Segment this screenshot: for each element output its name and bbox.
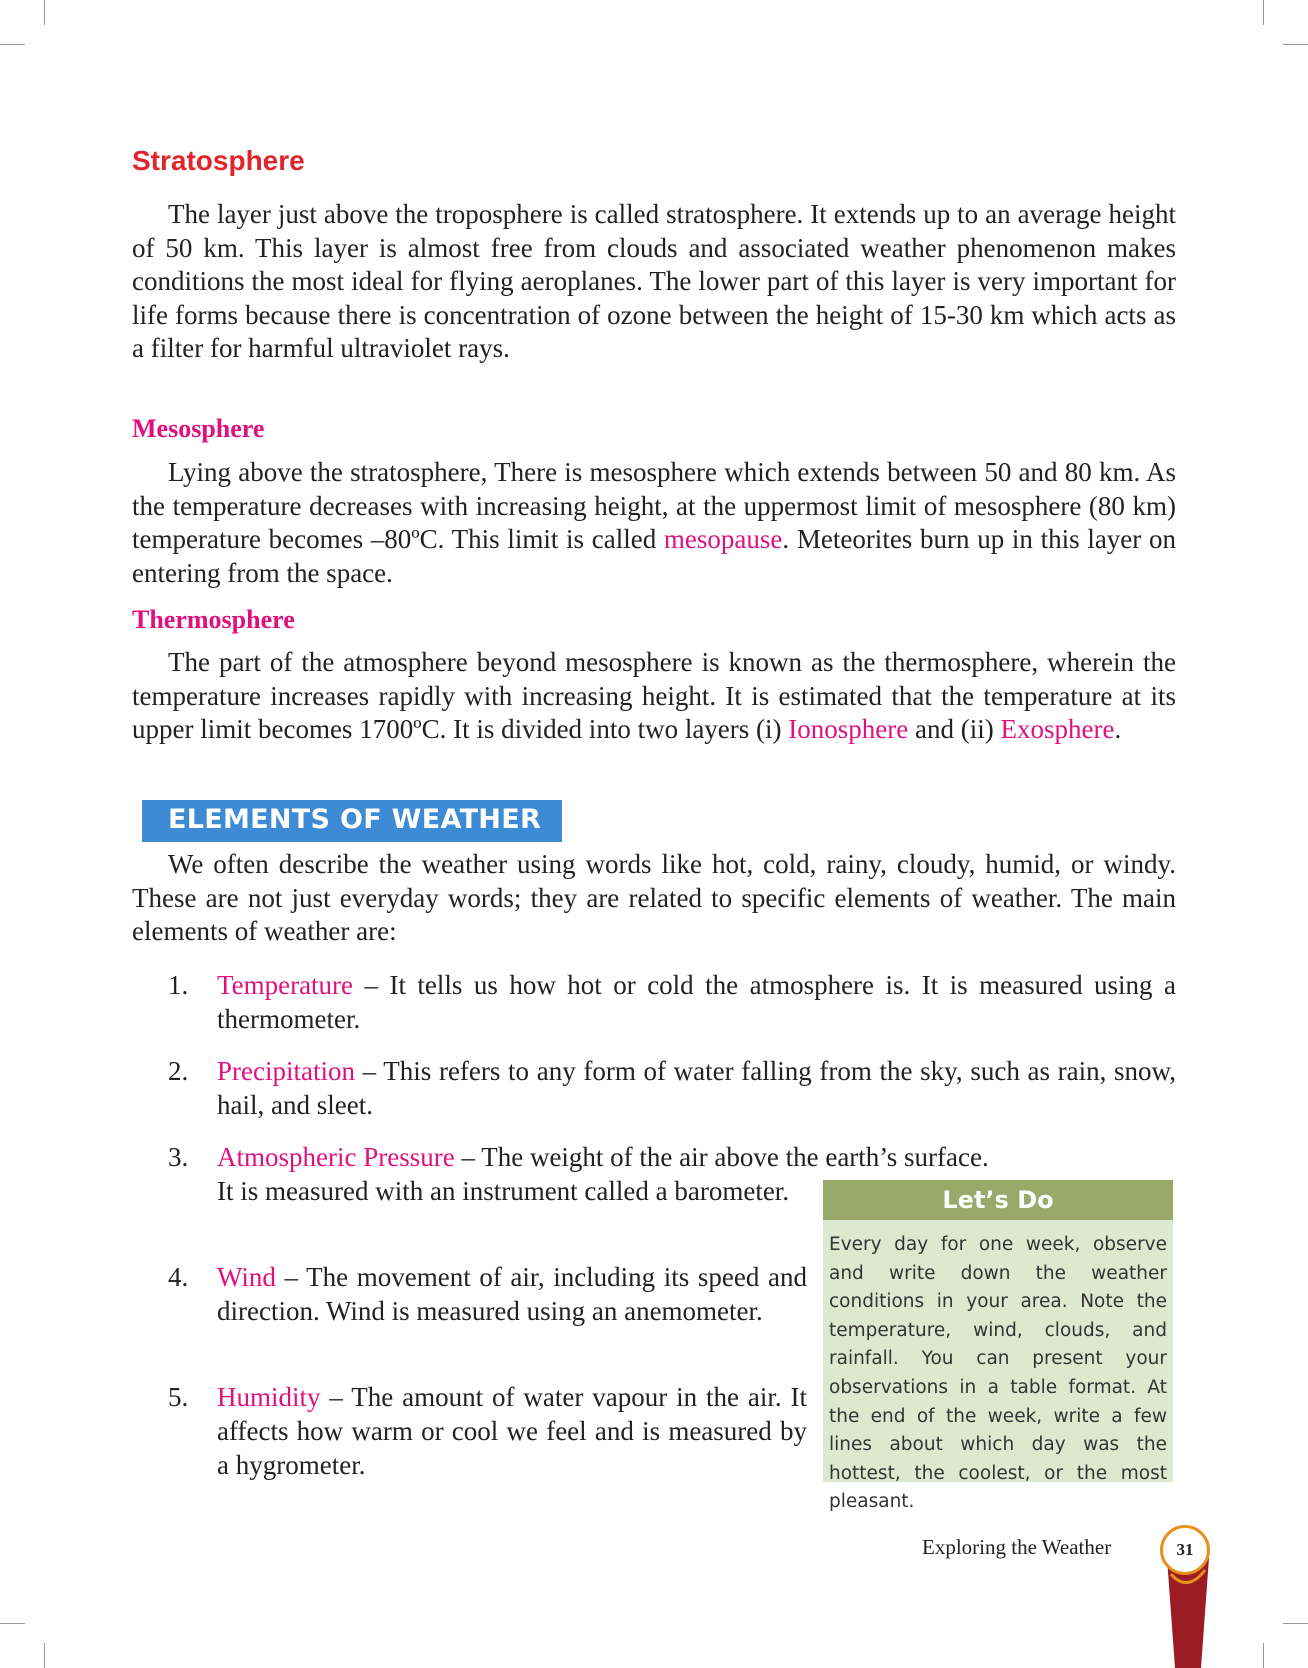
list-item-text — [217, 1140, 1176, 1174]
list-item — [168, 1054, 1176, 1124]
list-number: 5. — [168, 1382, 189, 1412]
list-number: 2. — [168, 1056, 189, 1086]
list-number: 3. — [168, 1142, 189, 1172]
crop-mark — [1283, 1623, 1308, 1624]
temperature-term: Temperature — [217, 970, 354, 1000]
elements-banner-title: ELEMENTS OF WEATHER — [168, 804, 542, 835]
chapter-title: Exploring the Weather — [922, 1535, 1112, 1559]
ionosphere-term: Ionosphere — [788, 714, 909, 745]
pressure-desc: – The weight of the air above the earth’s surface. — [454, 1142, 989, 1172]
mesosphere-text-b: . Meteorites burn up in this layer on entering from the space. — [132, 524, 1176, 588]
mesosphere-heading: Mesosphere — [132, 414, 265, 443]
list-item-text-continued: It is measured with an instrument called a barometer. — [217, 1176, 790, 1206]
crop-mark — [0, 1623, 25, 1624]
thermosphere-text-a: The part of the atmosphere beyond mesosphere is known as the thermosphere, wherein the temperature increases rapidly with increasing height. It is estimated that the temperature at its upper limit becomes 1700ºC. It is divided into two layers (i) — [132, 647, 1176, 745]
exosphere-term: Exosphere — [1000, 714, 1115, 745]
thermosphere-paragraph — [132, 646, 1176, 747]
page-number: 31 — [1160, 1525, 1210, 1575]
mesosphere-paragraph — [132, 456, 1176, 590]
thermosphere-text-b: . — [1114, 714, 1122, 745]
precipitation-desc: – This refers to any form of water falling from the sky, such as rain, snow, hail, and sleet. — [217, 1056, 1176, 1120]
crop-mark — [1263, 0, 1264, 25]
precipitation-term: Precipitation — [217, 1056, 355, 1086]
list-item — [168, 1260, 808, 1370]
list-item-text — [217, 968, 1176, 1036]
crop-mark — [1263, 1643, 1264, 1668]
list-number: 4. — [168, 1262, 189, 1292]
elements-intro: We often describe the weather using words like hot, cold, rainy, cloudy, humid, or windy. These are not just everyday words; they are related to specific elements of weather. The main elements of weather are: — [132, 849, 1176, 947]
crop-mark — [44, 1643, 45, 1668]
crop-mark — [1283, 44, 1308, 45]
lets-do-title: Let’s Do — [942, 1186, 1054, 1214]
elements-banner — [142, 800, 562, 842]
stratosphere-paragraph: The layer just above the troposphere is called stratosphere. It extends up to an average height of 50 km. This layer is almost free from clouds and associated weather phenomenon makes conditions the most ideal for flying aeroplanes. The lower part of this layer is very important for life forms because there is concentration of ozone between the height of 15-30 km which acts as a filter for harmful ultraviolet rays. — [132, 199, 1176, 364]
list-item — [168, 1380, 808, 1490]
list-number: 1. — [168, 970, 189, 1000]
wind-term: Wind — [217, 1262, 276, 1292]
thermosphere-heading: Thermosphere — [132, 605, 295, 634]
crop-mark — [44, 0, 45, 25]
list-item-text — [217, 1380, 807, 1482]
list-item — [168, 968, 1176, 1038]
humidity-term: Humidity — [217, 1382, 321, 1412]
pressure-term: Atmospheric Pressure — [217, 1142, 455, 1172]
temperature-desc: – It tells us how hot or cold the atmosphere is. It is measured using a thermometer. — [217, 970, 1176, 1034]
stratosphere-heading: Stratosphere — [132, 145, 305, 176]
mesopause-term: mesopause — [663, 524, 783, 555]
wind-desc: – The movement of air, including its speed and direction. Wind is measured using an anemometer. — [217, 1262, 807, 1326]
lets-do-header — [823, 1180, 1173, 1220]
list-item-text — [217, 1260, 807, 1328]
lets-do-box — [823, 1180, 1173, 1513]
list-item-text — [217, 1054, 1176, 1122]
lets-do-text: Every day for one week, observe and write down the weather conditions in your area. Note the temperature, wind, clouds, and rainfall. You can present your observations in a table format. At the end of the week, write a few lines about which day was the hottest, the coolest, or the most pleasant. — [829, 1234, 1167, 1513]
mesosphere-text-a: Lying above the stratosphere, There is mesosphere which extends between 50 and 80 km. As the temperature decreases with increasing height, at the uppermost limit of mesosphere (80 km) temperature becomes –80ºC. This limit is called — [132, 457, 1176, 555]
humidity-desc: – The amount of water vapour in the air. It affects how warm or cool we feel and is measured by a hygrometer. — [217, 1382, 807, 1480]
thermosphere-text-mid: and (ii) — [908, 714, 1001, 745]
crop-mark — [0, 44, 25, 45]
